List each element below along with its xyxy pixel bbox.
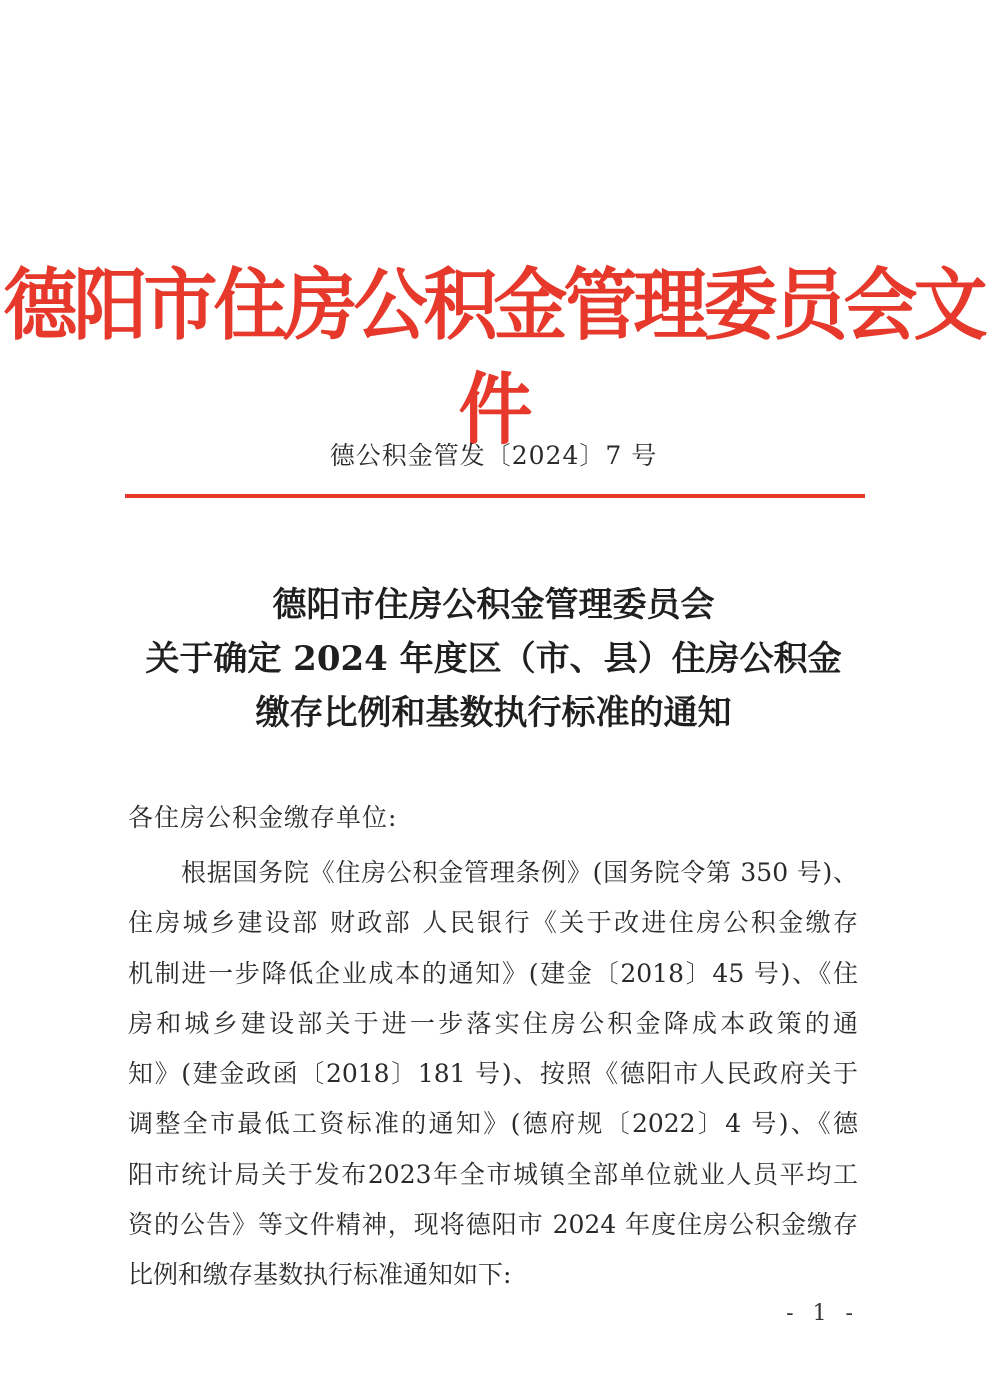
body-line: 住房城乡建设部 财政部 人民银行《关于改进住房公积金缴存	[128, 908, 858, 938]
body-line: 比例和缴存基数执行标准通知如下:	[128, 1260, 512, 1290]
notice-title-line-2: 关于确定 2024 年度区（市、县）住房公积金	[145, 639, 842, 679]
red-divider-line	[125, 494, 865, 498]
body-paragraph	[128, 848, 858, 1301]
salutation: 各住房公积金缴存单位:	[128, 803, 398, 832]
notice-title-line-3: 缴存比例和基数执行标准的通知	[255, 693, 732, 733]
body-line: 阳市统计局关于发布2023年全市城镇全部单位就业人员平均工	[128, 1159, 858, 1189]
notice-title	[0, 578, 987, 740]
body-line: 资的公告》等文件精神，现将德阳市 2024 年度住房公积金缴存	[128, 1210, 858, 1240]
body-line: 调整全市最低工资标准的通知》(德府规〔2022〕4 号)、《德	[128, 1109, 858, 1139]
body-line: 根据国务院《住房公积金管理条例》(国务院令第 350 号)、	[181, 858, 858, 887]
body-line: 机制进一步降低企业成本的通知》(建金〔2018〕45 号)、《住	[128, 958, 858, 988]
notice-title-line-1: 德阳市住房公积金管理委员会	[272, 585, 715, 625]
page-number: - 1 -	[786, 1301, 859, 1326]
body-line: 房和城乡建设部关于进一步落实住房公积金降成本政策的通	[128, 1008, 858, 1038]
document-number: 德公积金管发〔2024〕7 号	[329, 441, 658, 470]
masthead-title: 德阳市住房公积金管理委员会文件	[3, 260, 984, 456]
body-line: 知》(建金政函〔2018〕181 号)、按照《德阳市人民政府关于	[128, 1059, 858, 1089]
